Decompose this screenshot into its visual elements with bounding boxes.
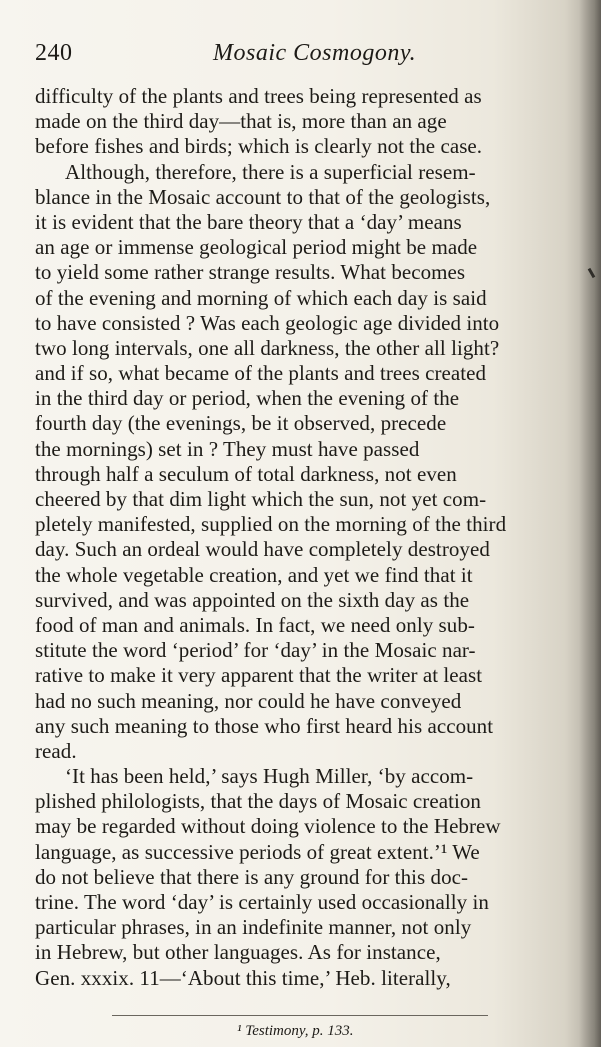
page-edge-shadow <box>579 0 601 1047</box>
text-line: difficulty of the plants and trees being represented as <box>35 84 482 108</box>
running-title: Mosaic Cosmogony. <box>213 40 417 66</box>
paragraph-first-line: ‘It has been held,’ says Hugh Miller, ‘by accom- <box>65 764 474 789</box>
text-line: stitute the word ‘period’ for ‘day’ in the Mosaic nar- <box>35 638 476 663</box>
text-line: rative to make it very apparent that the writer at least <box>35 663 483 688</box>
footnote: ¹ Testimony, p. 133. <box>237 1023 354 1039</box>
footnote-rule <box>112 1015 488 1016</box>
text-line: Gen. xxxix. 11—‘About this time,’ Heb. literally, <box>35 965 451 990</box>
text-line: any such meaning to those who first heard his account <box>35 713 494 738</box>
text-line: of the evening and morning of which each day is said <box>35 285 487 310</box>
text-line: had no such meaning, nor could he have conveyed <box>35 688 462 713</box>
text-line: the whole vegetable creation, and yet we find that it <box>35 562 473 587</box>
text-line: two long intervals, one all darkness, the other all light? <box>35 335 500 360</box>
text-line: trine. The word ‘day’ is certainly used occasionally in <box>35 890 489 914</box>
text-line: an age or immense geological period might be made <box>35 235 478 260</box>
text-line: language, as successive periods of great extent.’¹ We <box>35 839 480 864</box>
text-line: food of man and animals. In fact, we need only sub- <box>35 612 475 637</box>
text-line: particular phrases, in an indefinite manner, not only <box>35 915 472 940</box>
text-line: read. <box>35 738 77 763</box>
text-line: made on the third day—that is, more than an age <box>35 109 447 134</box>
text-line: plished philologists, that the days of Mosaic creation <box>35 789 481 814</box>
text-line: in the third day or period, when the evening of the <box>35 386 460 411</box>
text-line: may be regarded without doing violence to the Hebrew <box>35 814 501 839</box>
text-line: to yield some rather strange results. What becomes <box>35 260 466 285</box>
text-line: it is evident that the bare theory that a ‘day’ means <box>35 209 462 234</box>
text-line: to have consisted ? Was each geologic age divided into <box>35 310 500 335</box>
body-text <box>35 84 583 991</box>
text-line: in Hebrew, but other languages. As for instance, <box>35 940 441 965</box>
text-line: cheered by that dim light which the sun, not yet com- <box>35 487 487 511</box>
text-line: day. Such an ordeal would have completely destroyed <box>35 537 490 562</box>
text-line: and if so, what became of the plants and trees created <box>35 361 487 386</box>
text-line: do not believe that there is any ground for this doc- <box>35 864 469 889</box>
text-line: survived, and was appointed on the sixth day as the <box>35 587 470 612</box>
text-line: blance in the Mosaic account to that of the geologists, <box>35 184 491 209</box>
paragraph-first-line: Although, therefore, there is a superficial resem- <box>65 159 476 184</box>
page-header <box>35 40 580 72</box>
text-line: before fishes and birds; which is clearly not the case. <box>35 134 483 159</box>
text-line: pletely manifested, supplied on the morning of the third <box>35 512 507 537</box>
text-line: fourth day (the evenings, be it observed, precede <box>35 411 447 436</box>
page-number: 240 <box>35 40 73 66</box>
text-line: the mornings) set in ? They must have passed <box>35 436 420 461</box>
text-line: through half a seculum of total darkness, not even <box>35 461 457 486</box>
